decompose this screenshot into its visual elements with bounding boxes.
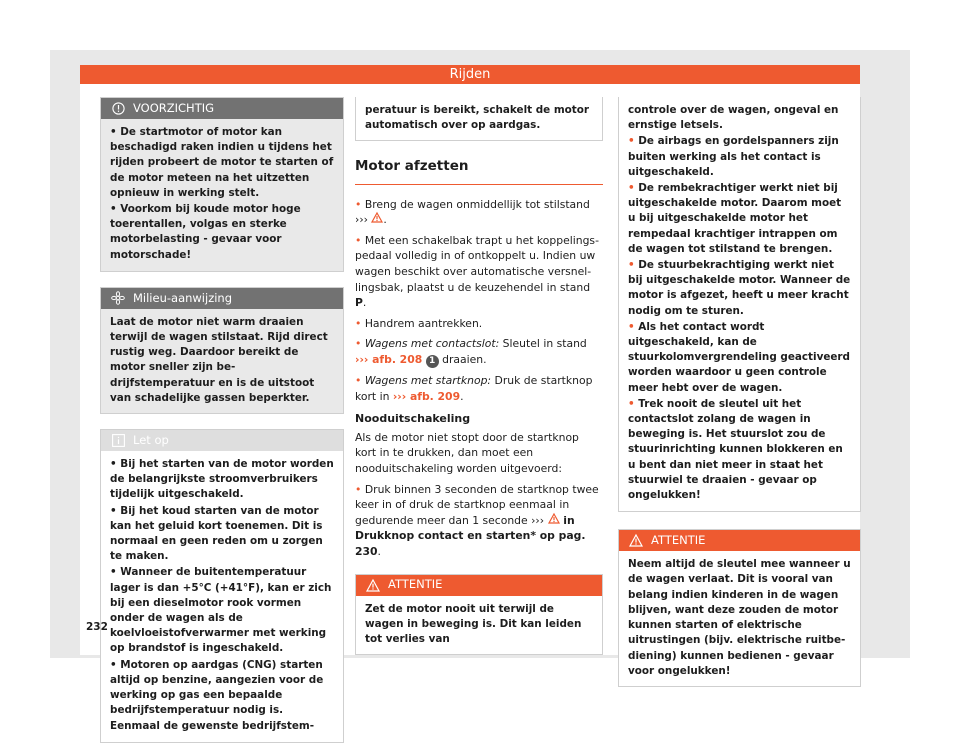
caution-body	[101, 119, 343, 271]
figure-link[interactable]: ››› afb. 209	[392, 389, 461, 403]
note-continuation: peratuur is bereikt, schakelt de motor automatisch over op aardgas.	[356, 97, 602, 140]
attention-box	[355, 574, 603, 656]
column-middle	[345, 97, 603, 655]
list-item: • Wagens met contactslot: Sleutel in stand ››› afb. 208 1 draaien.	[355, 337, 587, 367]
callout-number: 1	[426, 355, 439, 368]
list-item: • Wanneer de buitentemperatuur lager is dan +5°C (+41°F), kan er zich bij een dieselmotor rook vormen onder de wagen als de koelvloeistofverwarmer met werking op brandstof is ingeschakeld.	[110, 566, 332, 655]
list-item: • De stuurbekrachtiging werkt niet bij uitgeschakelde motor. Wanneer de motor is afgezet, heeft u meer kracht nodig om te sturen.	[628, 259, 851, 317]
warning-triangle-icon	[629, 534, 643, 548]
note-box	[100, 429, 344, 743]
paragraph: controle over de wagen, ongeval en ernstige letsels.	[628, 104, 839, 132]
warning-triangle-icon	[548, 514, 560, 527]
chapter-header: Rijden	[80, 65, 860, 84]
note-title: Let op	[133, 432, 169, 447]
list-item: • Handrem aantrekken.	[355, 316, 483, 330]
page-number: 232	[86, 621, 108, 633]
attention-body: Zet de motor nooit uit terwijl de wagen in beweging is. Dit kan leiden tot verlies van	[356, 596, 602, 655]
attention-header	[356, 575, 602, 596]
paragraph: Als de motor niet stopt door de startknop kort in te drukken, dan moet een nooduitschakeling worden uitgevoerd:	[355, 430, 579, 476]
note-body	[101, 451, 343, 742]
list-item: • Wagens met startknop: Druk de startknop kort in ››› afb. 209.	[355, 374, 593, 403]
warning-triangle-icon	[371, 213, 383, 226]
environment-title: Milieu-aanwijzing	[133, 290, 233, 305]
list-item: • Druk binnen 3 seconden de startknop twee keer in of druk de startknop eenmaal in gedurende meer dan 1 seconde ››› in Drukknop contact en starten* op pag. 230.	[355, 482, 599, 558]
attention-body-2: Neem altijd de sleutel mee wanneer u de wagen verlaat. Dit is vooral van belang indien kinderen in de wagen blijven, want deze zouden de motor kunnen starten of elektrische uitrustingen (bijv. elektrische ruitbediening) kunnen bedienen - gevaar voor ongelukken!	[619, 551, 860, 686]
attention-continuation	[619, 97, 860, 511]
list-item: • Motoren op aardgas (CNG) starten altijd op benzine, aangezien voor de werking op gas een bepaalde bedrijfstemperatuur nodig is. Eenmaal de gewenste bedrijfstem-	[110, 658, 324, 732]
list-item: • Bij het starten van de motor worden de belangrijkste stroomverbruikers tijdelijk uitgeschakeld.	[110, 458, 334, 501]
section-title: Motor afzetten	[355, 159, 603, 184]
list-item: • De startmotor of motor kan beschadigd raken indien u tijdens het rijden probeert de motor te starten of de motor meteen na het uitzetten opnieuw in werking stelt.	[110, 126, 334, 199]
column-right	[618, 97, 861, 687]
list-item: • Als het contact wordt uitgeschakeld, kan de stuurkolomvergrendeling geactiveerd worden waardoor u geen controle meer hebt over de wagen.	[628, 320, 850, 394]
environment-box	[100, 287, 344, 414]
info-square-icon	[111, 434, 125, 448]
section-body	[345, 197, 603, 560]
list-item: • De airbags en gordelspanners zijn buiten werking als het contact is uitgeschakeld.	[628, 135, 839, 178]
figure-link[interactable]: ››› afb. 208	[355, 353, 423, 367]
column-left	[100, 97, 344, 743]
list-item: • Breng de wagen onmiddellijk tot stilstand ››› .	[355, 197, 590, 227]
caution-title: VOORZICHTIG	[133, 100, 215, 115]
caution-header	[101, 98, 343, 119]
attention-title-2: ATTENTIE	[651, 533, 706, 548]
attention-continuation-box	[618, 97, 861, 512]
attention-title: ATTENTIE	[388, 577, 443, 592]
page	[80, 65, 860, 732]
subheading: Nooduitschakeling	[355, 412, 471, 426]
caution-box	[100, 97, 344, 272]
list-item: • De rembekrachtiger werkt niet bij uitgeschakelde motor. Daarom moet u bij uitgeschakelde motor het rempedaal krachtiger intrappen om de wagen tot stilstand te brengen.	[628, 182, 842, 255]
attention-header-2	[619, 530, 860, 551]
info-circle-icon	[111, 102, 125, 116]
flower-icon	[111, 291, 125, 305]
attention-box-2	[618, 529, 861, 687]
list-item: • Met een schakelbak trapt u het koppelingspedaal volledig in of ontkoppelt u. Indien uw wagen beschikt over automatische versnellingsbak, plaatst u de keuzehendel in stand P.	[355, 233, 599, 310]
page-link[interactable]: in Drukknop contact en starten* op pag. 230	[355, 513, 586, 558]
environment-body: Laat de motor niet warm draaien terwijl de wagen stilstaat. Rijd direct rustig weg. Daardoor bereikt de motor sneller zijn bedrijfstemperatuur en is de uitstoot van schadelijke gassen beperkter.	[101, 309, 343, 413]
note-header	[101, 430, 343, 451]
note-continuation-box	[355, 97, 603, 141]
list-item: • Trek nooit de sleutel uit het contactslot zolang de wagen in beweging is. Het stuurslot zou de stuurinrichting kunnen blokkeren en u bent dan niet meer in staat het stuurwiel te draaien - gevaar op ongelukken!	[628, 397, 843, 502]
warning-triangle-icon	[366, 578, 380, 592]
list-item: • Bij het koud starten van de motor kan het geluid kort toenemen. Dit is normaal en geen reden om u zorgen te maken.	[110, 504, 323, 563]
environment-header	[101, 288, 343, 309]
list-item: • Voorkom bij koude motor hoge toerentallen, volgas en sterke motorbelasting - gevaar voor motorschade!	[110, 203, 301, 261]
